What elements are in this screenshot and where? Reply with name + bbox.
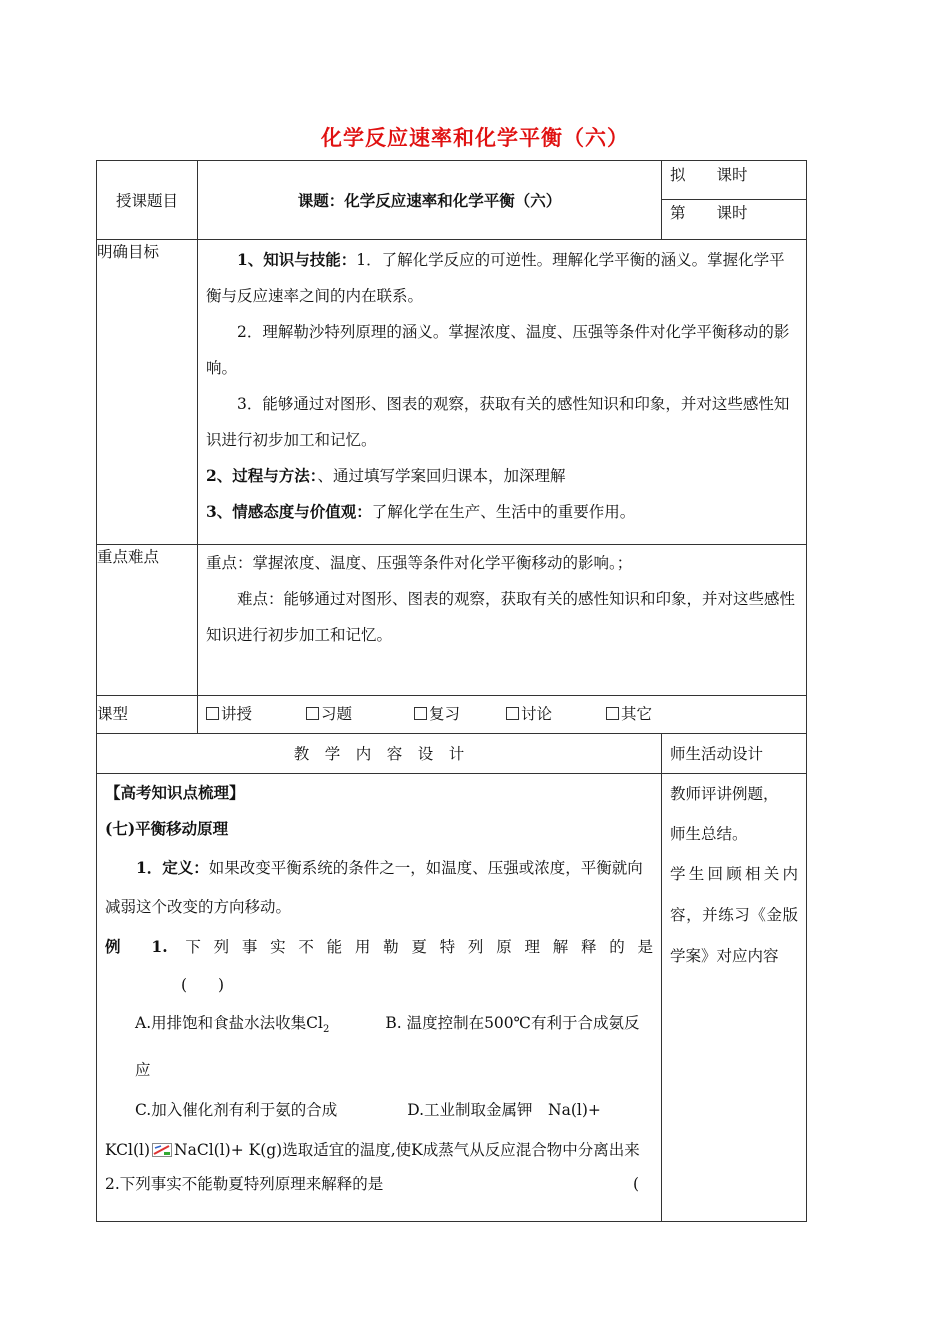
- hours-current: 第 课时: [670, 204, 748, 222]
- design-content-cell: [97, 774, 662, 1222]
- focus-label: 重点难点: [97, 548, 160, 566]
- checkbox-icon: [306, 707, 319, 720]
- activity-header-cell: [662, 734, 807, 774]
- type-option-lecture[interactable]: 讲授: [206, 702, 306, 724]
- topic-cell: [198, 161, 662, 240]
- goals-cell: [198, 240, 807, 545]
- definition: 1．定义：如果改变平衡系统的条件之一，如温度、压强或浓度，平衡就向减弱这个改变的方向移动。: [105, 858, 643, 916]
- equilibrium-arrow-icon: [152, 1143, 172, 1157]
- goal-process: 2、过程与方法：、通过填写学案回归课本，加深理解: [206, 466, 566, 485]
- type-option-exercise[interactable]: 习题: [306, 702, 414, 724]
- key-point: 重点：掌握浓度、温度、压强等条件对化学平衡移动的影响。；: [206, 554, 633, 572]
- design-header-cell: [97, 734, 662, 774]
- subsection-heading: (七)平衡移动原理: [105, 819, 229, 838]
- design-header: 教 学 内 容 设 计: [293, 745, 465, 763]
- hours-cell: [662, 161, 807, 240]
- focus-cell: [198, 545, 807, 696]
- hard-point: 难点：能够通过对图形、图表的观察，获取有关的感性知识和印象，并对这些感性知识进行初步加工和记忆。: [206, 590, 796, 644]
- activity-cell: [662, 774, 807, 1222]
- lesson-plan-table: [96, 160, 807, 1222]
- question-2: 2.下列事实不能勒夏特列原理来解释的是 (: [105, 1175, 639, 1194]
- type-label-cell: [97, 696, 198, 734]
- activity-header: 师生活动设计: [670, 745, 764, 763]
- example-1-option-d-cont: KCl(l) NaCl(l)+ K(g)选取适宜的温度,使K成蒸气从反应混合物中分离出来: [105, 1141, 640, 1160]
- focus-label-cell: [97, 545, 198, 696]
- activity-student: 学生回顾相关内容，并练习《金版学案》对应内容: [670, 865, 798, 965]
- example-1-paren: ( ): [181, 976, 225, 994]
- goal-principle: 2．理解勒沙特列原理的涵义。掌握浓度、温度、压强等条件对化学平衡移动的影响。: [206, 323, 790, 377]
- example-1-options-ab: A.用排饱和食盐水法收集$Cl_2$ B. 温度控制在500℃有利于合成氨反应: [135, 1014, 640, 1080]
- topic-label: 授课题目: [115, 192, 178, 210]
- hours-planned: 拟 课时: [662, 161, 806, 200]
- type-option-other[interactable]: 其它: [606, 702, 652, 724]
- goal-observation: 3．能够通过对图形、图表的观察，获取有关的感性知识和印象，并对这些感性知识进行初步加工和记忆。: [206, 395, 790, 449]
- goal-attitude: 3、情感态度与价值观：了解化学在生产、生活中的重要作用。: [206, 502, 636, 521]
- checkbox-icon: [606, 707, 619, 720]
- topic-label-cell: [97, 161, 198, 240]
- page-title: 化学反应速率和化学平衡（六）: [321, 125, 629, 150]
- goal-knowledge: 1、知识与技能：1．了解化学反应的可逆性。理解化学平衡的涵义。掌握化学平衡与反应速率之间的内在联系。: [206, 250, 785, 305]
- checkbox-icon: [506, 707, 519, 720]
- goals-label: 明确目标: [97, 243, 160, 261]
- type-options-cell: [198, 696, 807, 734]
- example-1-question: 例 1. 下列事实不能用勒夏特列原理解释的是: [105, 937, 653, 956]
- checkbox-icon: [206, 707, 219, 720]
- topic-title: 课题：化学反应速率和化学平衡（六）: [297, 191, 562, 210]
- type-option-review[interactable]: 复习: [414, 702, 506, 724]
- goals-label-cell: [97, 240, 198, 545]
- checkbox-icon: [414, 707, 427, 720]
- activity-summary: 师生总结。: [670, 825, 748, 843]
- type-option-discussion[interactable]: 讨论: [506, 702, 606, 724]
- example-1-options-cd: C.加入催化剂有利于氨的合成 D.工业制取金属钾 Na(l)+: [135, 1101, 601, 1120]
- activity-teacher: 教师评讲例题，: [670, 785, 779, 803]
- type-label: 课型: [97, 705, 129, 723]
- section-heading: 【高考知识点梳理】: [105, 783, 245, 802]
